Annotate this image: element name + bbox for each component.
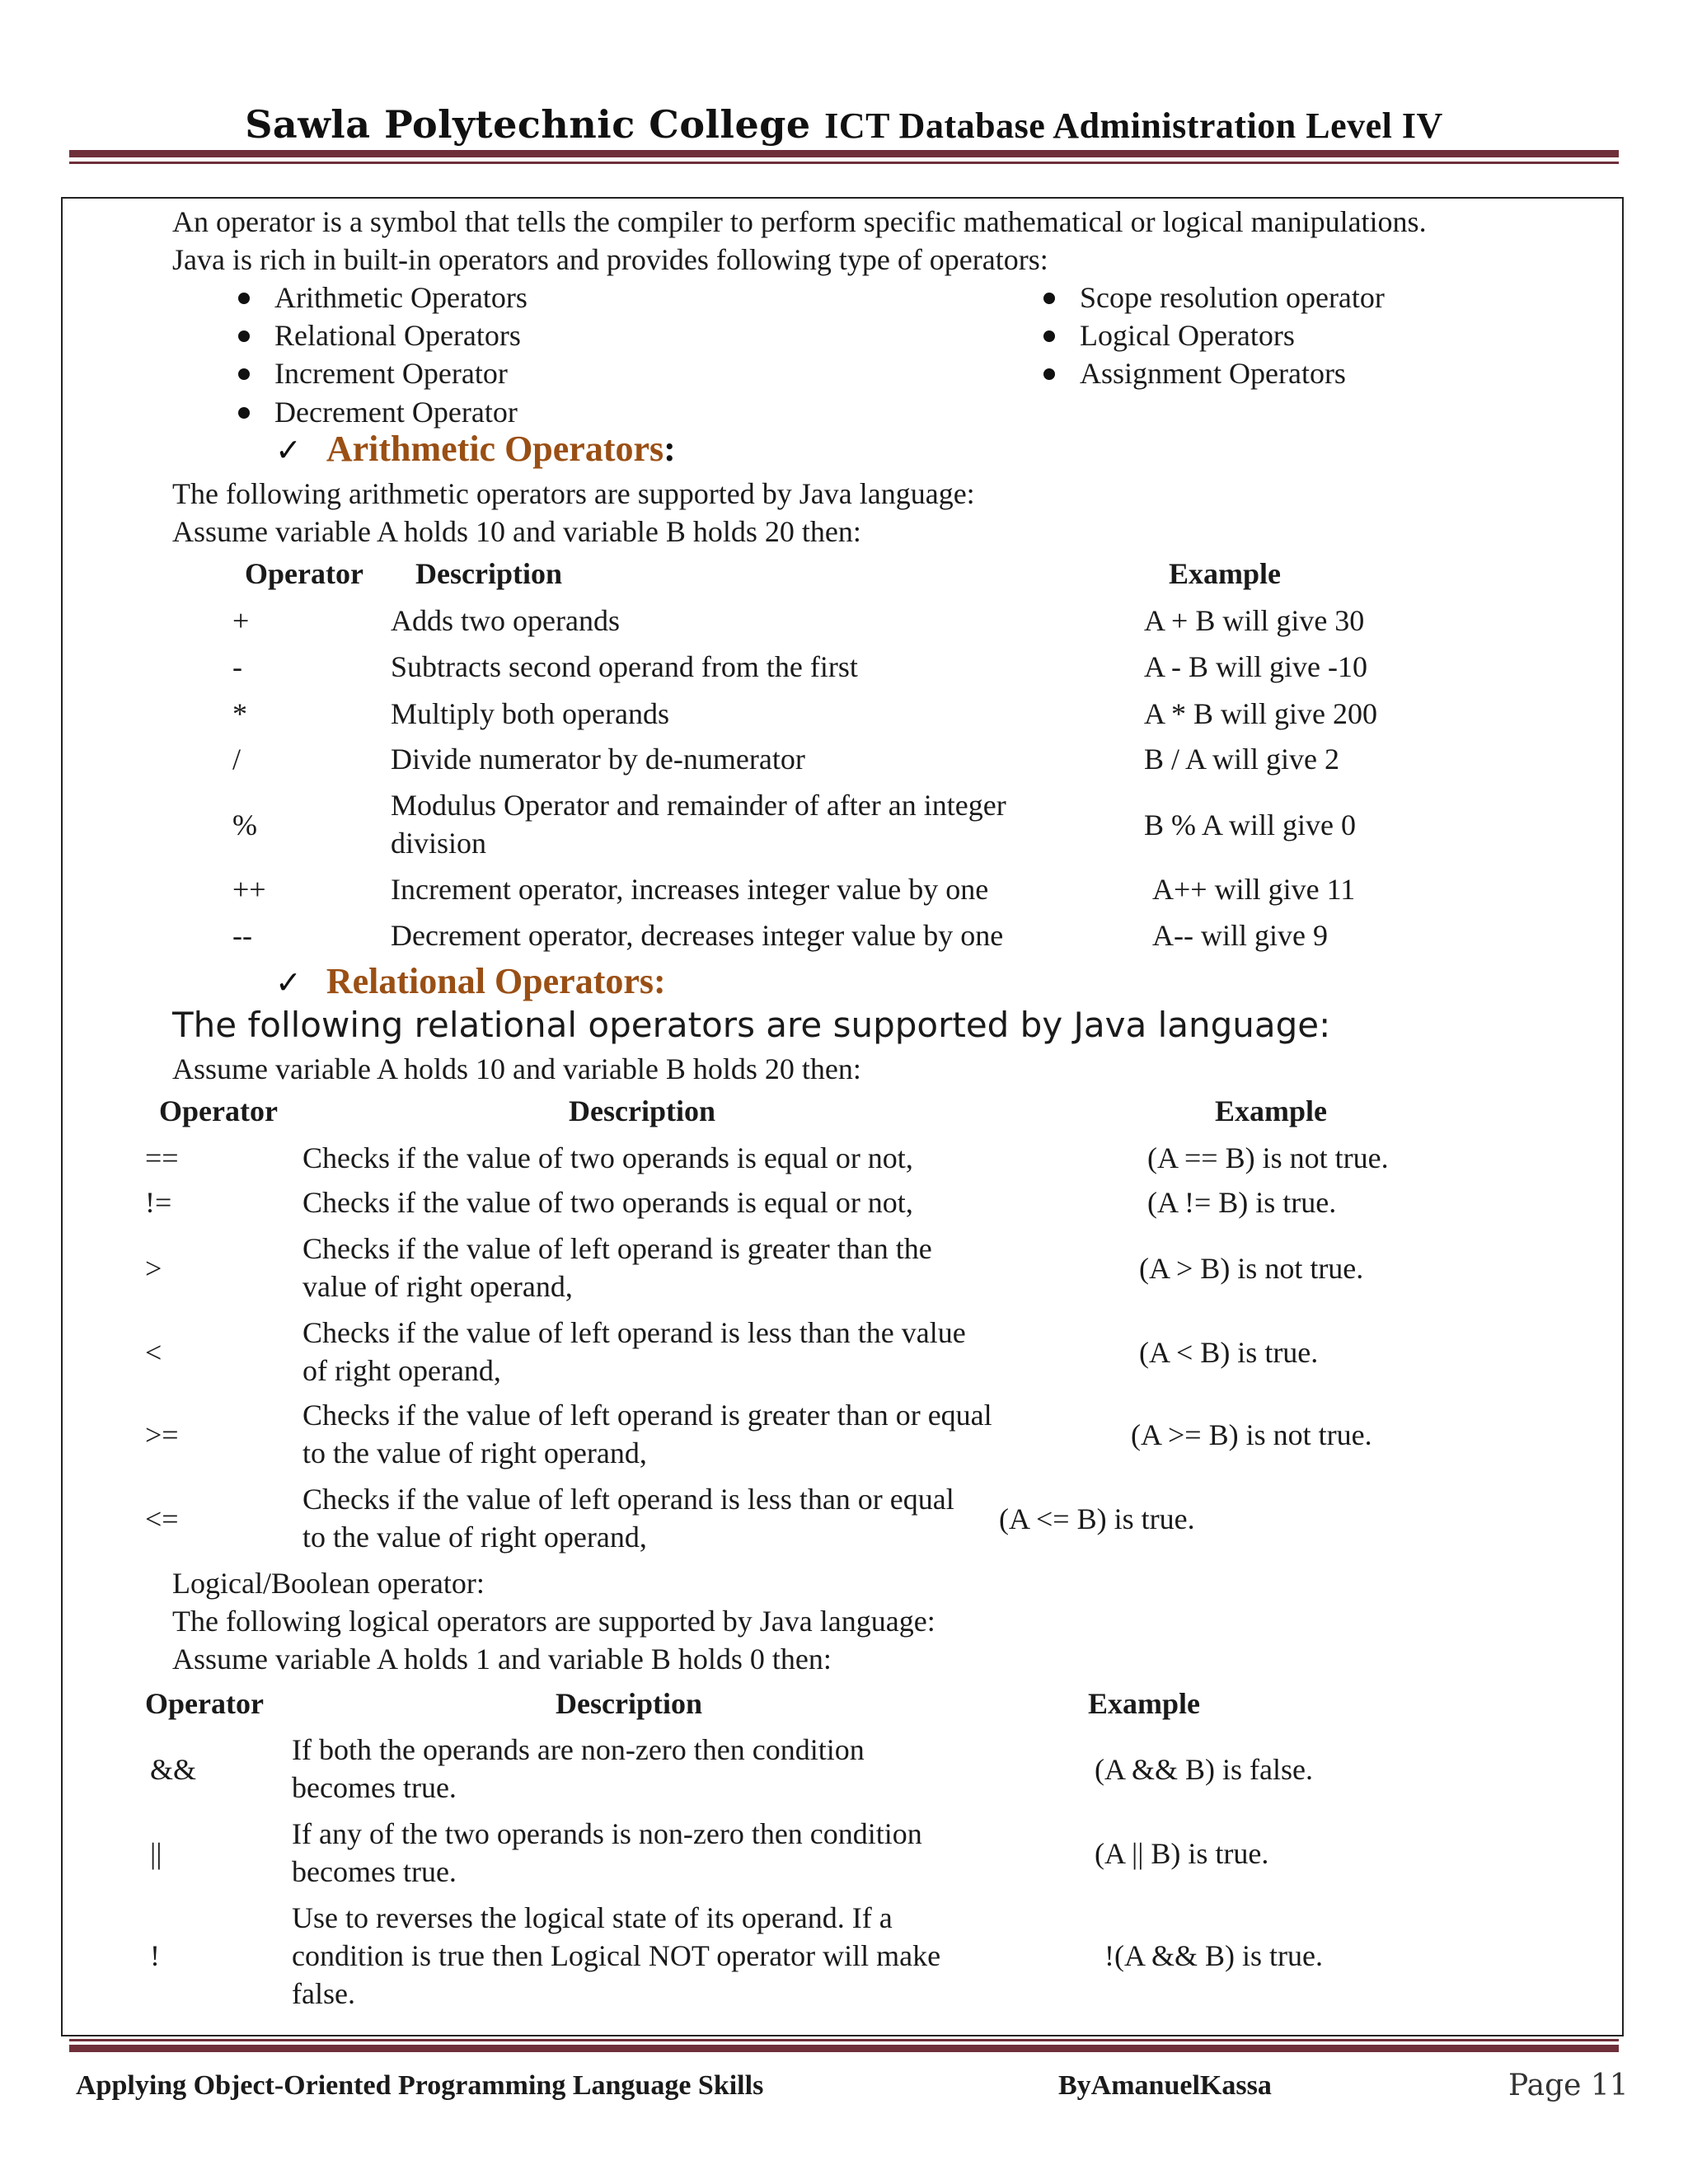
bullet-dot (1043, 330, 1055, 342)
bullet-dot (1043, 368, 1055, 380)
footer-author: ByAmanuelKassa (1058, 2070, 1272, 2101)
header-rule-thick (69, 150, 1619, 157)
rel-desc: Checks if the value of left operand is less than the value of right operand, (302, 1316, 966, 1387)
logic-ex: (A || B) is true. (1095, 1837, 1269, 1870)
logical-line-2: Assume variable A holds 1 and variable B holds 0 then: (172, 1643, 832, 1675)
rel-desc: Checks if the value of left operand is greater than the value of right operand, (302, 1232, 932, 1303)
rel-ex: (A > B) is not true. (1139, 1252, 1364, 1285)
rel-op: > (145, 1252, 162, 1285)
arith-op: + (232, 604, 250, 637)
bullet-dot (238, 293, 250, 304)
rel-desc: Checks if the value of left operand is less than or equal to the value of right operand, (302, 1483, 954, 1554)
arith-ex: A + B will give 30 (1144, 604, 1365, 637)
rel-col-example: Example (1215, 1094, 1328, 1127)
logic-desc: Use to reverses the logical state of its operand. If a condition is true then Logical NOT operator will make false. (292, 1901, 941, 2010)
rel-op: == (145, 1141, 179, 1174)
rel-op: <= (145, 1502, 179, 1535)
logic-op: ! (150, 1939, 160, 1972)
bullet-arithmetic: Arithmetic Operators (238, 279, 528, 316)
arith-desc: Increment operator, increases integer value by one (391, 873, 989, 906)
arith-ex: A++ will give 11 (1152, 873, 1356, 906)
college-name: Sawla Polytechnic College (245, 102, 811, 147)
footer-course: Applying Object-Oriented Programming Language Skills (76, 2070, 764, 2101)
rel-op: != (145, 1186, 172, 1219)
arith-op: / (232, 743, 241, 776)
logic-col-operator: Operator (145, 1687, 264, 1720)
logic-desc: If both the operands are non-zero then condition becomes true. (292, 1733, 865, 1804)
relational-heading: ✓ Relational Operators: (275, 961, 666, 1001)
arith-desc: Decrement operator, decreases integer value by one (391, 919, 1004, 952)
arith-op: -- (232, 919, 252, 952)
arith-desc: Multiply both operands (391, 697, 669, 730)
rel-desc: Checks if the value of two operands is equal or not, (302, 1186, 913, 1219)
rel-ex: (A != B) is true. (1147, 1186, 1337, 1219)
bullet-scope-resolution: Scope resolution operator (1043, 279, 1385, 316)
checkmark-icon: ✓ (275, 964, 302, 1001)
arith-op: % (232, 808, 257, 841)
logic-desc: If any of the two operands is non-zero then condition becomes true. (292, 1817, 922, 1888)
rel-ex: (A == B) is not true. (1147, 1141, 1389, 1174)
arith-desc: Subtracts second operand from the first (391, 650, 858, 683)
logical-heading: Logical/Boolean operator: (172, 1567, 485, 1600)
arith-ex: B / A will give 2 (1144, 743, 1340, 776)
arith-op: ++ (232, 873, 266, 906)
rel-ex: (A <= B) is true. (999, 1502, 1195, 1535)
bullet-assignment: Assignment Operators (1043, 354, 1346, 392)
rel-col-description: Description (569, 1094, 715, 1127)
logic-ex: (A && B) is false. (1095, 1753, 1313, 1786)
bullet-dot (238, 407, 250, 419)
relational-line-1: The following relational operators are supported by Java language: (172, 1005, 1331, 1045)
arithmetic-line-1: The following arithmetic operators are supported by Java language: (172, 477, 975, 510)
header-rule-thin (69, 162, 1619, 164)
bullet-logical: Logical Operators (1043, 316, 1295, 354)
arith-desc: Adds two operands (391, 604, 620, 637)
bullet-dot (238, 368, 250, 380)
arith-col-operator: Operator (245, 557, 363, 590)
bullet-relational: Relational Operators (238, 316, 521, 354)
rel-op: < (145, 1336, 162, 1369)
checkmark-icon: ✓ (275, 432, 302, 468)
logic-col-example: Example (1088, 1687, 1201, 1720)
rel-ex: (A >= B) is not true. (1131, 1418, 1372, 1451)
arithmetic-line-2: Assume variable A holds 10 and variable B holds 20 then: (172, 515, 861, 548)
arith-ex: B % A will give 0 (1144, 808, 1357, 841)
bullet-decrement: Decrement Operator (238, 393, 518, 431)
rel-desc: Checks if the value of two operands is equal or not, (302, 1141, 913, 1174)
arith-op: - (232, 650, 242, 683)
relational-line-2: Assume variable A holds 10 and variable B holds 20 then: (172, 1052, 861, 1085)
page-header (0, 102, 1688, 147)
page-number: Page 11 (1508, 2069, 1629, 2102)
footer-rule-thick (69, 2045, 1619, 2052)
arith-col-example: Example (1169, 557, 1282, 590)
arith-ex: A-- will give 9 (1152, 919, 1328, 952)
arithmetic-heading: ✓ Arithmetic Operators: (275, 429, 676, 469)
arith-col-description: Description (415, 557, 562, 590)
footer-rule-thin (69, 2039, 1619, 2041)
rel-op: >= (145, 1418, 179, 1451)
logic-ex: !(A && B) is true. (1104, 1939, 1323, 1972)
bullet-increment: Increment Operator (238, 354, 508, 392)
logic-op: || (150, 1837, 162, 1870)
bullet-dot (238, 330, 250, 342)
rel-desc: Checks if the value of left operand is greater than or equal to the value of right operand, (302, 1399, 992, 1469)
intro-line-2: Java is rich in built-in operators and provides following type of operators: (172, 243, 1048, 276)
logic-op: && (150, 1753, 197, 1786)
arith-ex: A - B will give -10 (1144, 650, 1367, 683)
arith-ex: A * B will give 200 (1144, 697, 1378, 730)
logic-col-description: Description (556, 1687, 702, 1720)
bullet-dot (1043, 293, 1055, 304)
arith-op: * (232, 697, 247, 730)
program-name: ICT Database Administration Level IV (824, 105, 1443, 146)
intro-line-1: An operator is a symbol that tells the compiler to perform specific mathematical or logical manipulations. (172, 205, 1427, 238)
arith-desc: Divide numerator by de-numerator (391, 743, 805, 776)
arith-desc: Modulus Operator and remainder of after an integer division (391, 789, 1006, 860)
rel-col-operator: Operator (159, 1094, 278, 1127)
rel-ex: (A < B) is true. (1139, 1336, 1319, 1369)
logical-line-1: The following logical operators are supported by Java language: (172, 1605, 935, 1638)
